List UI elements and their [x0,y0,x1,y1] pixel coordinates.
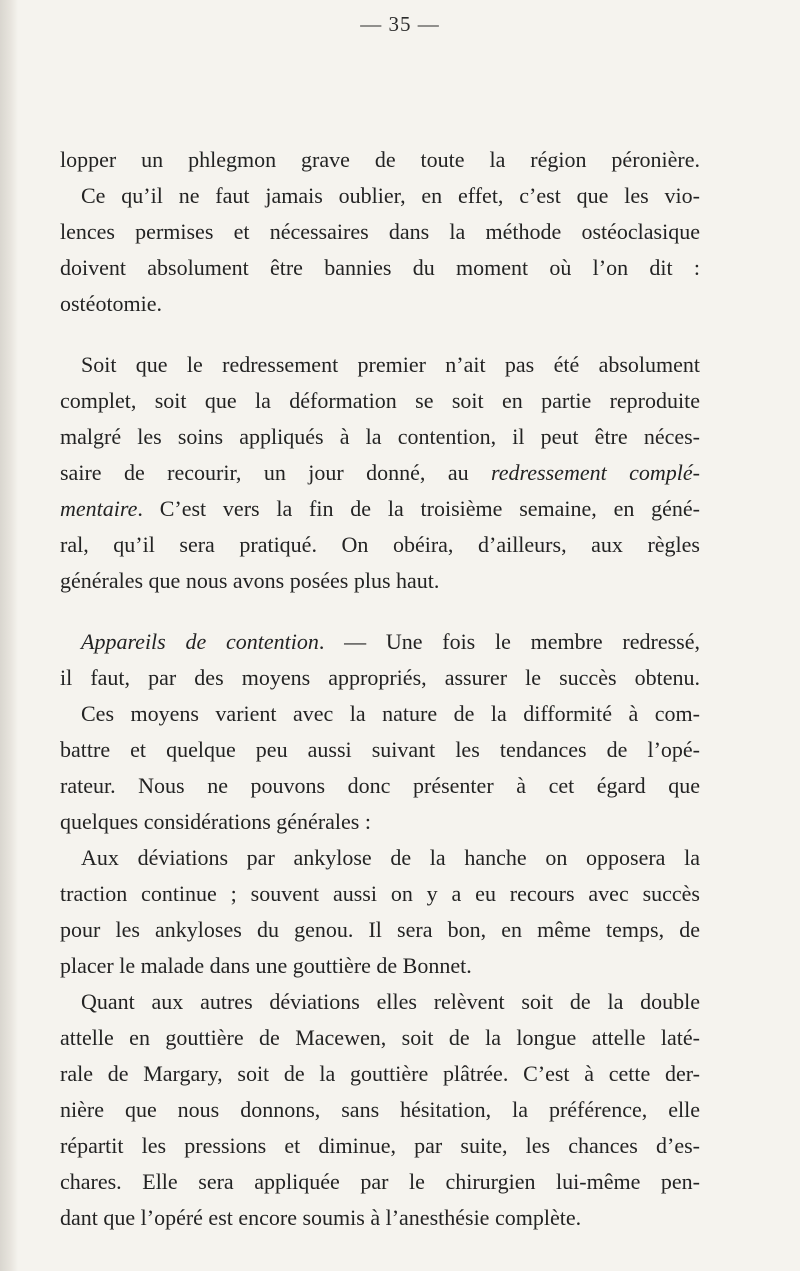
text-line: traction continue ; souvent aussi on y a eu recours avec succès [60,881,700,906]
text-line: battre et quelque peu aussi suivant les tendances de l’opé- [60,737,700,762]
text-line: Aux déviations par ankylose de la hanche on opposera la [81,845,700,870]
page-number: — 35 — [360,12,440,36]
binding-shadow [0,0,18,1271]
text-line: ostéotomie. [60,291,163,316]
text-line [60,491,700,527]
text-line: lopper un phlegmon grave de toute la région péronière. [60,147,700,172]
text-line: générales que nous avons posées plus haut. [60,568,440,593]
section-heading: Appareils de contention [81,629,319,654]
text-line: lences permises et nécessaires dans la méthode ostéoclasique [60,219,700,244]
text-line: Ce qu’il ne faut jamais oublier, en effet, c’est que les vio- [81,183,700,208]
text-line: Soit que le redressement premier n’ait pas été absolument [81,352,700,377]
text-line: complet, soit que la déformation se soit en partie reproduite [60,388,700,413]
text-line: rateur. Nous ne pouvons donc présenter à cet égard que [60,773,700,798]
italic-term: redressement complé- [491,460,700,485]
text-line [60,455,700,491]
text-line: pour les ankyloses du genou. Il sera bon, en même temps, de [60,917,700,942]
text-line: malgré les soins appliqués à la contention, il peut être néces- [60,424,700,449]
text-run: saire de recourir, un jour donné, au [60,460,492,485]
text-line: nière que nous donnons, sans hésitation, la préférence, elle [60,1097,700,1122]
text-line: attelle en gouttière de Macewen, soit de la longue attelle laté- [60,1025,700,1050]
text-line: il faut, par des moyens appropriés, assurer le succès obtenu. [60,665,700,690]
text-line: Ces moyens varient avec la nature de la difformité à com- [81,701,700,726]
text-line: Quant aux autres déviations elles relèvent soit de la double [81,989,700,1014]
italic-term: mentaire [60,496,138,521]
text-run: . C’est vers la fin de la troisième semaine, en géné- [137,496,700,521]
text-line [81,624,700,660]
text-line: répartit les pressions et diminue, par suite, les chances d’es- [60,1133,700,1158]
text-line: ral, qu’il sera pratiqué. On obéira, d’ailleurs, aux règles [60,532,700,557]
text-line: dant que l’opéré est encore soumis à l’anesthésie complète. [60,1205,582,1230]
text-line: rale de Margary, soit de la gouttière plâtrée. C’est à cette der- [60,1061,700,1086]
text-line: quelques considérations générales : [60,809,371,834]
text-line: placer le malade dans une gouttière de Bonnet. [60,953,472,978]
text-line: doivent absolument être bannies du moment où l’on dit : [60,255,700,280]
text-line: chares. Elle sera appliquée par le chirurgien lui-même pen- [60,1169,700,1194]
text-run: . — Une fois le membre redressé, [318,629,700,654]
